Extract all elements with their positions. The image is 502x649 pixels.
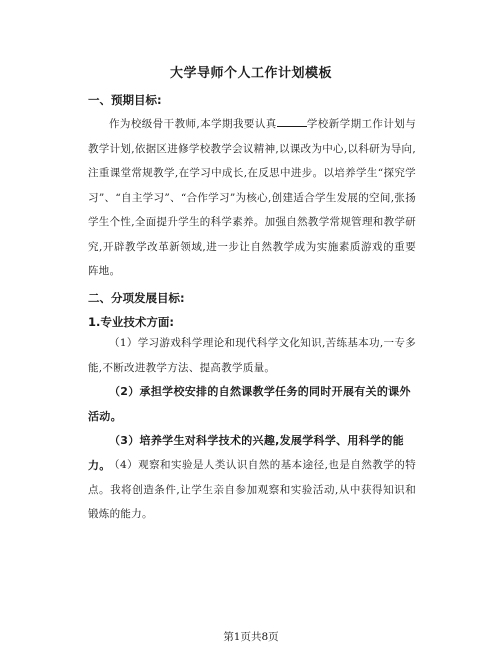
page-number-footer: 第1页共8页 xyxy=(223,631,279,643)
list-item-4 xyxy=(88,453,416,527)
list-item-3-text: （3）培养学生对科学技术的兴趣,发展学科学、用科学的能力。 xyxy=(88,434,404,472)
list-item-2-text: （2）承担学校安排的自然课教学任务的同时开展有关的课外活动。 xyxy=(88,385,411,423)
section-heading-goals: 一、预期目标: xyxy=(88,93,162,107)
fill-in-blank xyxy=(277,116,307,127)
list-item-1 xyxy=(88,331,416,380)
page-title: 大学导师个人工作计划模板 xyxy=(169,66,332,81)
section-heading-sub-goals: 二、分项发展目标: xyxy=(88,291,185,305)
section-goals-paragraph xyxy=(88,112,416,284)
subsection-heading-professional: 1.专业技术方面: xyxy=(88,315,174,329)
list-item-2 xyxy=(88,380,416,429)
paragraph-text-start: 作为校级骨干教师,本学期我要认真 xyxy=(109,118,277,130)
list-item-4-text: （4）观察和实验是人类认识自然的基本途径,也是自然教学的特点。我将创造条件,让学生亲自参加观察和实验活动,从中获得知识和锻炼的能力。 xyxy=(88,459,416,520)
list-item-1-text: （1）学习游戏科学理论和现代科学文化知识,苦练基本功,一专多能,不断改进教学方法、提高教学质量。 xyxy=(88,337,416,374)
paragraph-text-rest: 学校新学期工作计划与教学计划,依据区进修学校教学会议精神,以课改为中心,以科研为导向,注重课堂常规教学,在学习中成长,在反思中进步。以培养学生“探究学习”、“自主学习”、“合作学习”为核心,创建适合学生发展的空间,张扬学生个性,全面提升学生的科学素养。加强自然教学常规管理和教学研究,开辟教学改革新领域,进一步让自然教学成为实施素质游戏的重要阵地。 xyxy=(88,118,417,277)
